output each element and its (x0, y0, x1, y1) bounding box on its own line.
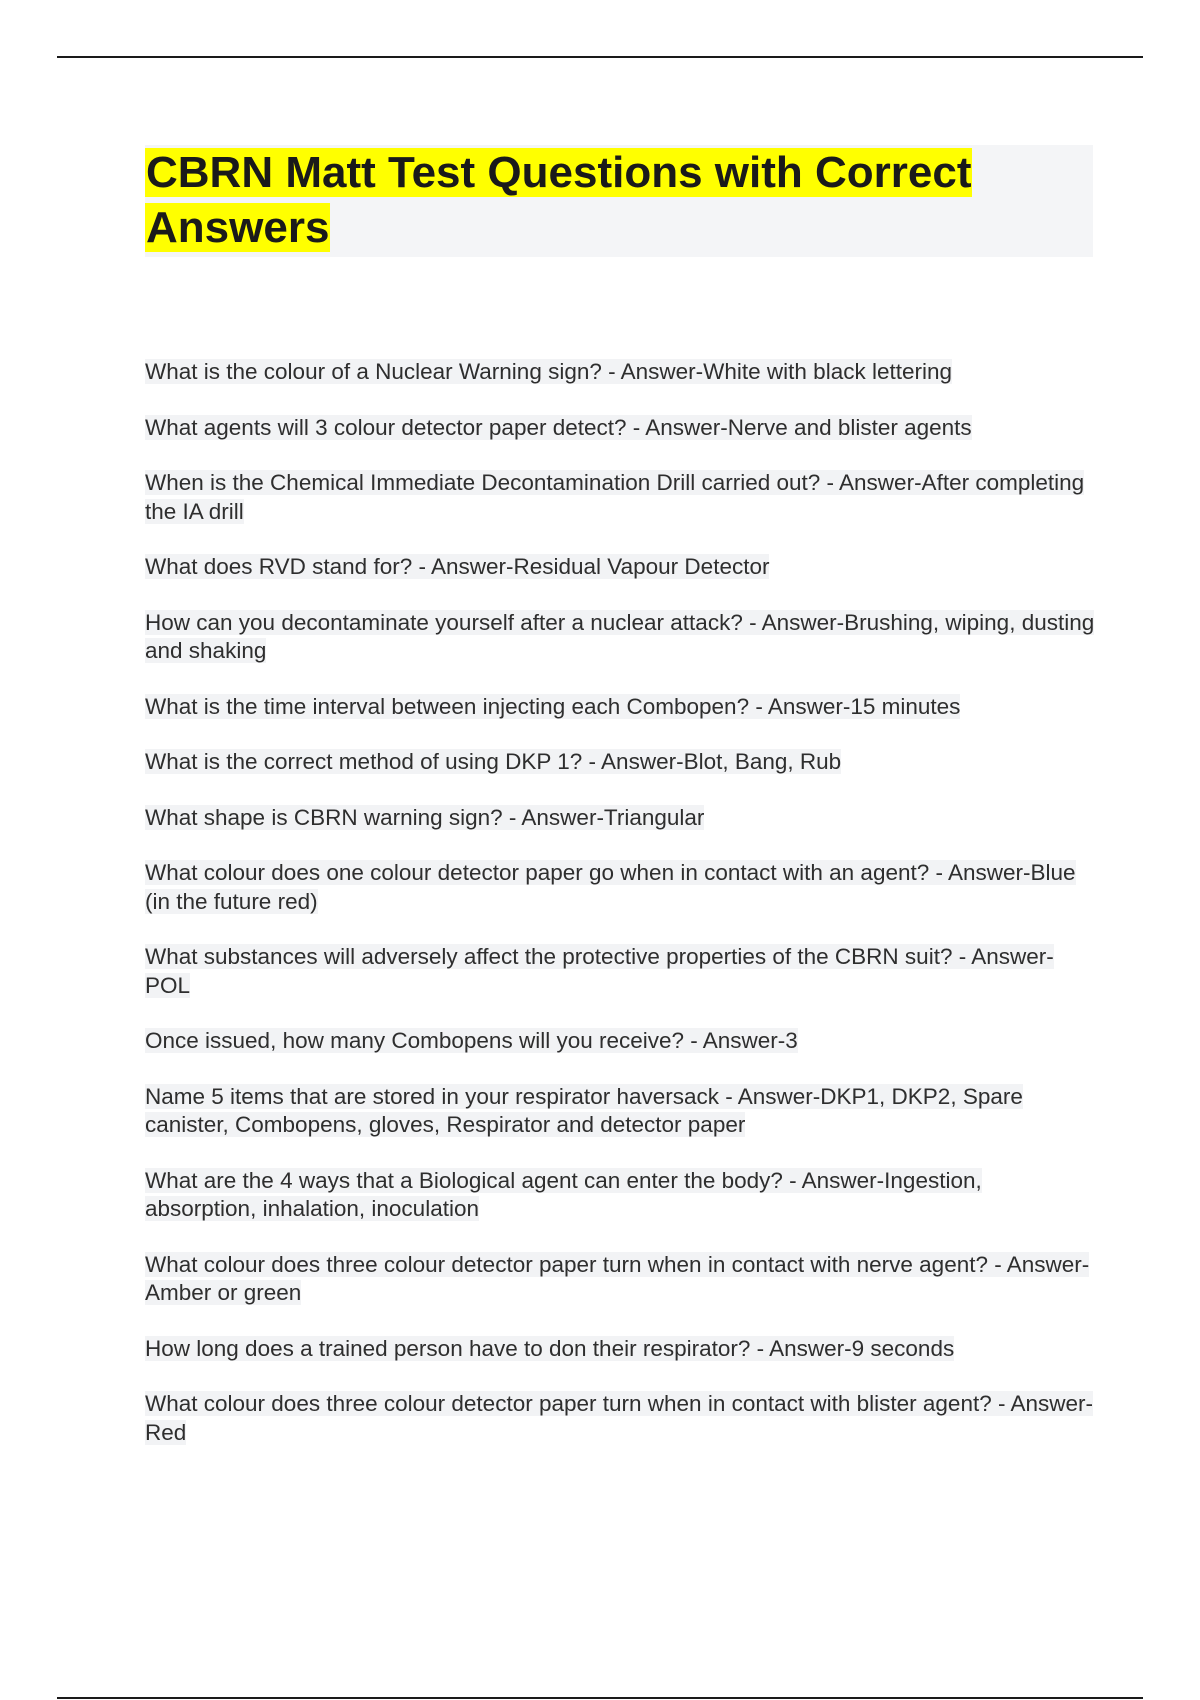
qa-item (145, 414, 1095, 443)
qa-text: When is the Chemical Immediate Decontamination Drill carried out? - Answer-After completing the IA drill (145, 470, 1085, 524)
qa-text: Once issued, how many Combopens will you receive? - Answer-3 (145, 1028, 798, 1053)
qa-item (145, 804, 1095, 833)
document-title (145, 145, 1065, 255)
qa-text: How can you decontaminate yourself after a nuclear attack? - Answer-Brushing, wiping, dusting and shaking (145, 609, 1095, 663)
qa-item (145, 358, 1095, 387)
qa-text: What colour does one colour detector paper go when in contact with an agent? - Answer-Blue (in the future red) (145, 860, 1076, 914)
qa-text: Name 5 items that are stored in your respirator haversack - Answer-DKP1, DKP2, Spare canister, Combopens, gloves, Respirator and detector paper (145, 1083, 1023, 1137)
qa-item (145, 553, 1095, 582)
qa-item (145, 748, 1095, 777)
qa-text: What is the correct method of using DKP 1? - Answer-Blot, Bang, Rub (145, 749, 842, 774)
footer-rule (57, 1697, 1143, 1699)
qa-list (145, 358, 1095, 1474)
qa-text: What are the 4 ways that a Biological agent can enter the body? - Answer-Ingestion, absorption, inhalation, inoculation (145, 1167, 982, 1221)
qa-item (145, 1251, 1095, 1308)
qa-text: What shape is CBRN warning sign? - Answer-Triangular (145, 804, 705, 830)
qa-item (145, 609, 1095, 666)
qa-text: What colour does three colour detector paper turn when in contact with blister agent? - Answer-Red (145, 1391, 1093, 1445)
qa-text: What agents will 3 colour detector paper detect? - Answer-Nerve and blister agents (145, 414, 972, 440)
qa-item (145, 859, 1095, 916)
qa-text: What colour does three colour detector paper turn when in contact with nerve agent? - Answer-Amber or green (145, 1251, 1090, 1305)
document-title-text: CBRN Matt Test Questions with Correct Answers (146, 148, 972, 252)
qa-text: What is the time interval between injecting each Combopen? - Answer-15 minutes (145, 693, 961, 719)
qa-text: What is the colour of a Nuclear Warning sign? - Answer-White with black lettering (145, 359, 953, 384)
title-block (145, 145, 1093, 257)
qa-item (145, 1335, 1095, 1364)
qa-item (145, 1167, 1095, 1224)
qa-item (145, 943, 1095, 1000)
qa-item (145, 693, 1095, 722)
header-rule (57, 56, 1143, 58)
qa-text: What does RVD stand for? - Answer-Residual Vapour Detector (145, 554, 770, 579)
qa-text: How long does a trained person have to don their respirator? - Answer-9 seconds (145, 1335, 955, 1361)
qa-item (145, 469, 1095, 526)
qa-item (145, 1083, 1095, 1140)
qa-text: What substances will adversely affect the protective properties of the CBRN suit? - Answer-POL (145, 944, 1054, 998)
qa-item (145, 1027, 1095, 1056)
qa-item (145, 1390, 1095, 1447)
